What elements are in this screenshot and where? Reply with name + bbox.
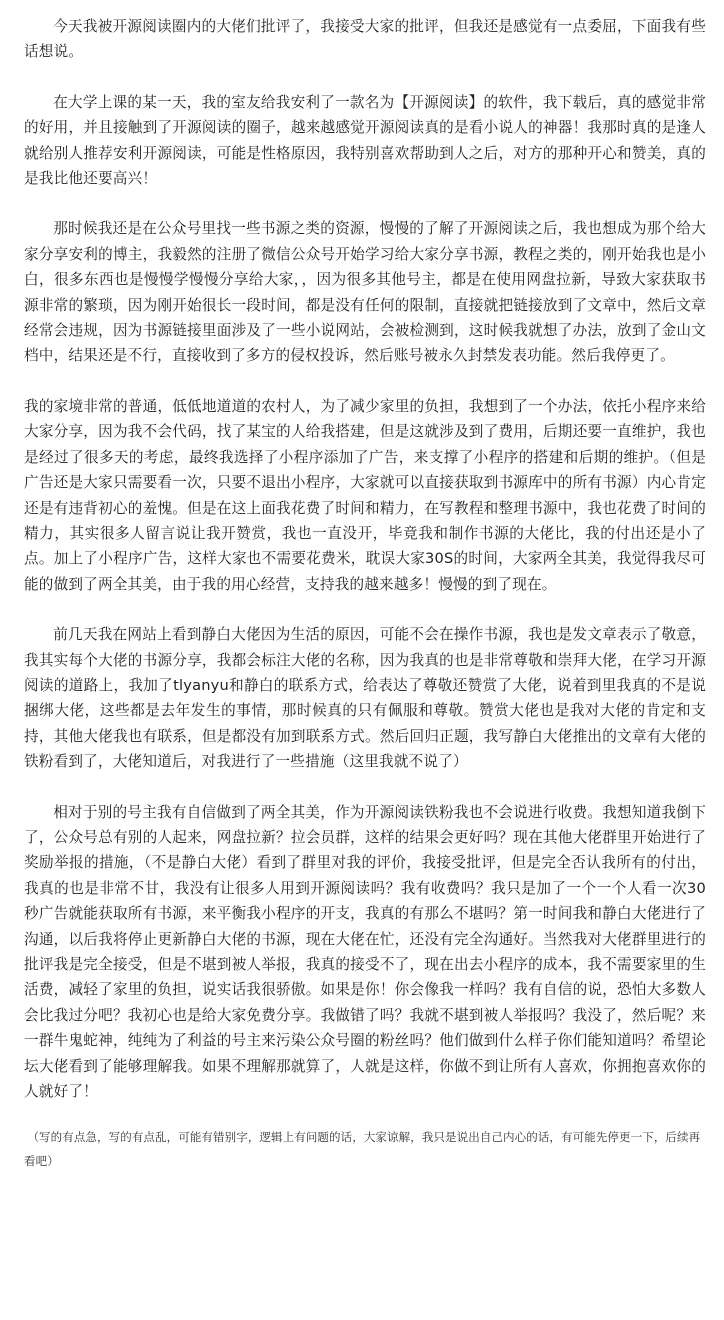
paragraph-jingbai: 前几天我在网站上看到静白大佬因为生活的原因，可能不会在操作书源，我也是发文章表示了敬意，我其实每个大佬的书源分享，我都会标注大佬的名称，因为我真的也是非常尊敬和崇拜大佬，在学习开源阅读的道路上，我加了tlyanyu和静白的联系方式，给表达了尊敬还赞赏了大佬，说着到里我真的不是说捆绑大佬，这些都是去年发生的事情，那时候真的只有佩服和尊敬。赞赏大佬也是我对大佬的肯定和支持，其他大佬我也有联系，但是都没有加到联系方式。然后回归正题，我写静白大佬推出的文章有大佬的铁粉看到了，大佬知道后，对我进行了一些措施（这里我就不说了） [24, 626, 706, 771]
paragraph-official-account: 那时候我还是在公众号里找一些书源之类的资源，慢慢的了解了开源阅读之后，我也想成为那个给大家分享安利的博主，我毅然的注册了微信公众号开始学习给大家分享书源，教程之类的，刚开始我也是小白，很多东西也是慢慢学慢慢分享给大家，，因为很多其他号主，都是在使用网盘拉新，导致大家获取书源非常的繁琐，因为刚开始很长一段时间，都是没有任何的限制，直接就把链接放到了文章中，然后文章经常会违规，因为书源链接里面涉及了一些小说网站，会被检测到，这时候我就想了办法，放到了金山文档中，结果还是不行，直接收到了多方的侵权投诉，然后账号被永久封禁发表功能。然后我停更了。 [24, 220, 706, 365]
paragraph-closing: 相对于别的号主我有自信做到了两全其美，作为开源阅读铁粉我也不会说进行收费。我想知道我倒下了，公众号总有别的人起来，网盘拉新？拉会员群，这样的结果会更好吗？现在其他大佬群里开始进行了奖励举报的措施，（不是静白大佬）看到了群里对我的评价，我接受批评，但是完全否认我所有的付出，我真的也是非常不甘，我没有让很多人用到开源阅读吗？我有收费吗？我只是加了一个一个人看一次30秒广告就能获取所有书源，来平衡我小程序的开支，我真的有那么不堪吗？第一时间我和静白大佬进行了沟通，以后我将停止更新静白大佬的书源，现在大佬在忙，还没有完全沟通好。当然我对大佬群里进行的批评我是完全接受，但是不堪到被人举报，我真的接受不了，现在出去小程序的成本，我不需要家里的生活费，减轻了家里的负担，说实话我很骄傲。如果是你！你会像我一样吗？我有自信的说，恐怕大多数人会比我过分吧？我初心也是给大家免费分享。我做错了吗？我就不堪到被人举报吗？我没了，然后呢？来一群牛鬼蛇神，纯纯为了利益的号主来污染公众号圈的粉丝吗？他们做到什么样子你们能知道吗？希望论坛大佬看到了能够理解我。如果不理解那就算了，人就是这样，你做不到让所有人喜欢，你拥抱喜欢你的人就好了！ [24, 803, 706, 1101]
paragraph-mini-program: 我的家境非常的普通，低低地道道的农村人，为了减少家里的负担，我想到了一个办法，依托小程序来给大家分享，因为我不会代码，找了某宝的人给我搭建，但是这就涉及到了费用，后期还要一直维护，我也是经过了很多天的考虑，最终我选择了小程序添加了广告，来支撑了小程序的搭建和后期的维护。（但是广告还是大家只需要看一次，只要不退出小程序，大家就可以直接获取到书源库中的所有书源）内心肯定还是有违背初心的羞愧。但是在这上面我花费了时间和精力，在写教程和整理书源中，我也花费了时间的精力，其实很多人留言说让我开赞赏，我也一直没开，毕竟我和制作书源的大佬比，我的付出还是小了点。加上了小程序广告，这样大家也不需要花费米，耽误大家30S的时间，大家两全其美，我觉得我尽可能的做到了两全其美，由于我的用心经营，支持我的越来越多！慢慢的到了现在。 [24, 397, 706, 593]
author-note: （写的有点急，写的有点乱，可能有错别字，逻辑上有问题的话，大家谅解，我只是说出自己内心的话，有可能先停更一下，后续再看吧） [24, 1130, 701, 1169]
paragraph-intro: 今天我被开源阅读圈内的大佬们批评了，我接受大家的批评，但我还是感觉有一点委屈，下面我有些话想说。 [24, 18, 706, 61]
article-body [24, 14, 706, 1173]
paragraph-discovery: 在大学上课的某一天，我的室友给我安利了一款名为【开源阅读】的软件，我下载后，真的感觉非常的好用，并且接触到了开源阅读的圈子，越来越感觉开源阅读真的是看小说人的神器！我那时真的是逢人就给别人推荐安利开源阅读，可能是性格原因，我特别喜欢帮助到人之后，对方的那种开心和赞美，真的是我比他还要高兴！ [24, 93, 706, 188]
